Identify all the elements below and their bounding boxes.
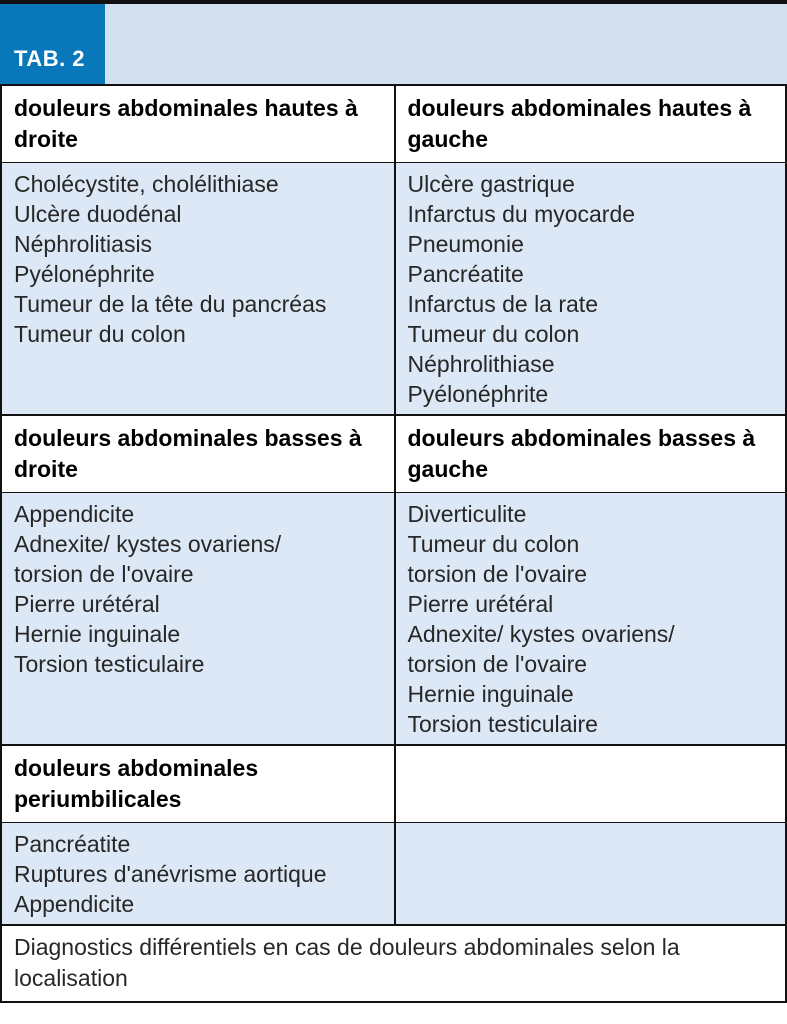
- diagnosis-item: Tumeur du colon: [14, 321, 186, 347]
- table-header-band: [0, 4, 787, 84]
- diagnosis-item: Infarctus du myocarde: [407, 201, 636, 227]
- diagnosis-item: torsion de l'ovaire: [14, 561, 194, 587]
- diagnosis-item: Cholécystite, cholélithiase: [14, 171, 279, 197]
- diagnosis-list-2-left: [2, 493, 394, 744]
- diagnosis-item: Adnexite/ kystes ovariens/: [407, 621, 675, 647]
- section-1-diagnosis-row: [2, 163, 785, 416]
- column-header-2-right: douleurs abdominales basses à gauche: [394, 416, 786, 492]
- diagnosis-item: Appendicite: [14, 501, 135, 527]
- diagnosis-item: Tumeur du colon: [407, 531, 580, 557]
- diagnosis-item: Torsion testiculaire: [14, 651, 205, 677]
- diagnosis-item: Tumeur du colon: [407, 321, 580, 347]
- diagnosis-item: Néphrolithiase: [407, 351, 555, 377]
- diagnosis-item: torsion de l'ovaire: [407, 651, 588, 677]
- section-3-header-row: [2, 746, 785, 823]
- diagnosis-item: Ulcère duodénal: [14, 201, 182, 227]
- differential-diagnosis-table: [0, 84, 787, 1003]
- column-header-2-left: douleurs abdominales basses à droite: [14, 425, 362, 482]
- diagnosis-item: Pyélonéphrite: [14, 261, 155, 287]
- diagnosis-item: Ruptures d'anévrisme aortique: [14, 861, 327, 887]
- diagnosis-item: Pancréatite: [407, 261, 524, 287]
- section-1-header-row: [2, 86, 785, 163]
- section-2-diagnosis-row: [2, 493, 785, 746]
- table-number-badge: [0, 4, 105, 84]
- diagnosis-list-3-right: [394, 823, 786, 924]
- diagnosis-item: Hernie inguinale: [14, 621, 181, 647]
- diagnosis-item: Hernie inguinale: [407, 681, 574, 707]
- diagnosis-item: Ulcère gastrique: [407, 171, 575, 197]
- diagnosis-list-3-left: [2, 823, 394, 924]
- section-2-header-row: [2, 416, 785, 493]
- diagnosis-item: Pyélonéphrite: [407, 381, 549, 407]
- table-caption: Diagnostics différentiels en cas de douleurs abdominales selon la localisation: [2, 926, 785, 1001]
- header-band-fill: [105, 4, 787, 84]
- diagnosis-item: torsion de l'ovaire: [407, 561, 588, 587]
- diagnosis-item: Pierre urétéral: [14, 591, 160, 617]
- diagnosis-item: Pancréatite: [14, 831, 131, 857]
- table-sections: [2, 86, 785, 926]
- diagnosis-item: Pneumonie: [407, 231, 524, 257]
- diagnosis-list-2-right: [394, 493, 786, 744]
- column-header-1-right: douleurs abdominales hautes à gauche: [394, 86, 786, 162]
- diagnosis-list-1-right: [394, 163, 786, 414]
- section-3-diagnosis-row: [2, 823, 785, 926]
- diagnosis-list-1-left: [2, 163, 394, 414]
- column-header-1-left: douleurs abdominales hautes à droite: [14, 95, 358, 152]
- diagnosis-item: Torsion testiculaire: [407, 711, 598, 737]
- column-header-3-right: [394, 746, 786, 822]
- column-header-3-left: douleurs abdominales periumbilicales: [14, 755, 259, 812]
- diagnosis-item: Néphrolitiasis: [14, 231, 153, 257]
- diagnosis-item: Tumeur de la tête du pancréas: [14, 291, 327, 317]
- diagnosis-item: Infarctus de la rate: [407, 291, 598, 317]
- diagnosis-item: Pierre urétéral: [407, 591, 554, 617]
- diagnosis-item: Appendicite: [14, 891, 135, 917]
- diagnosis-item: Diverticulite: [407, 501, 527, 527]
- table-number-label: TAB. 2: [14, 46, 86, 71]
- diagnosis-item: Adnexite/ kystes ovariens/: [14, 531, 282, 557]
